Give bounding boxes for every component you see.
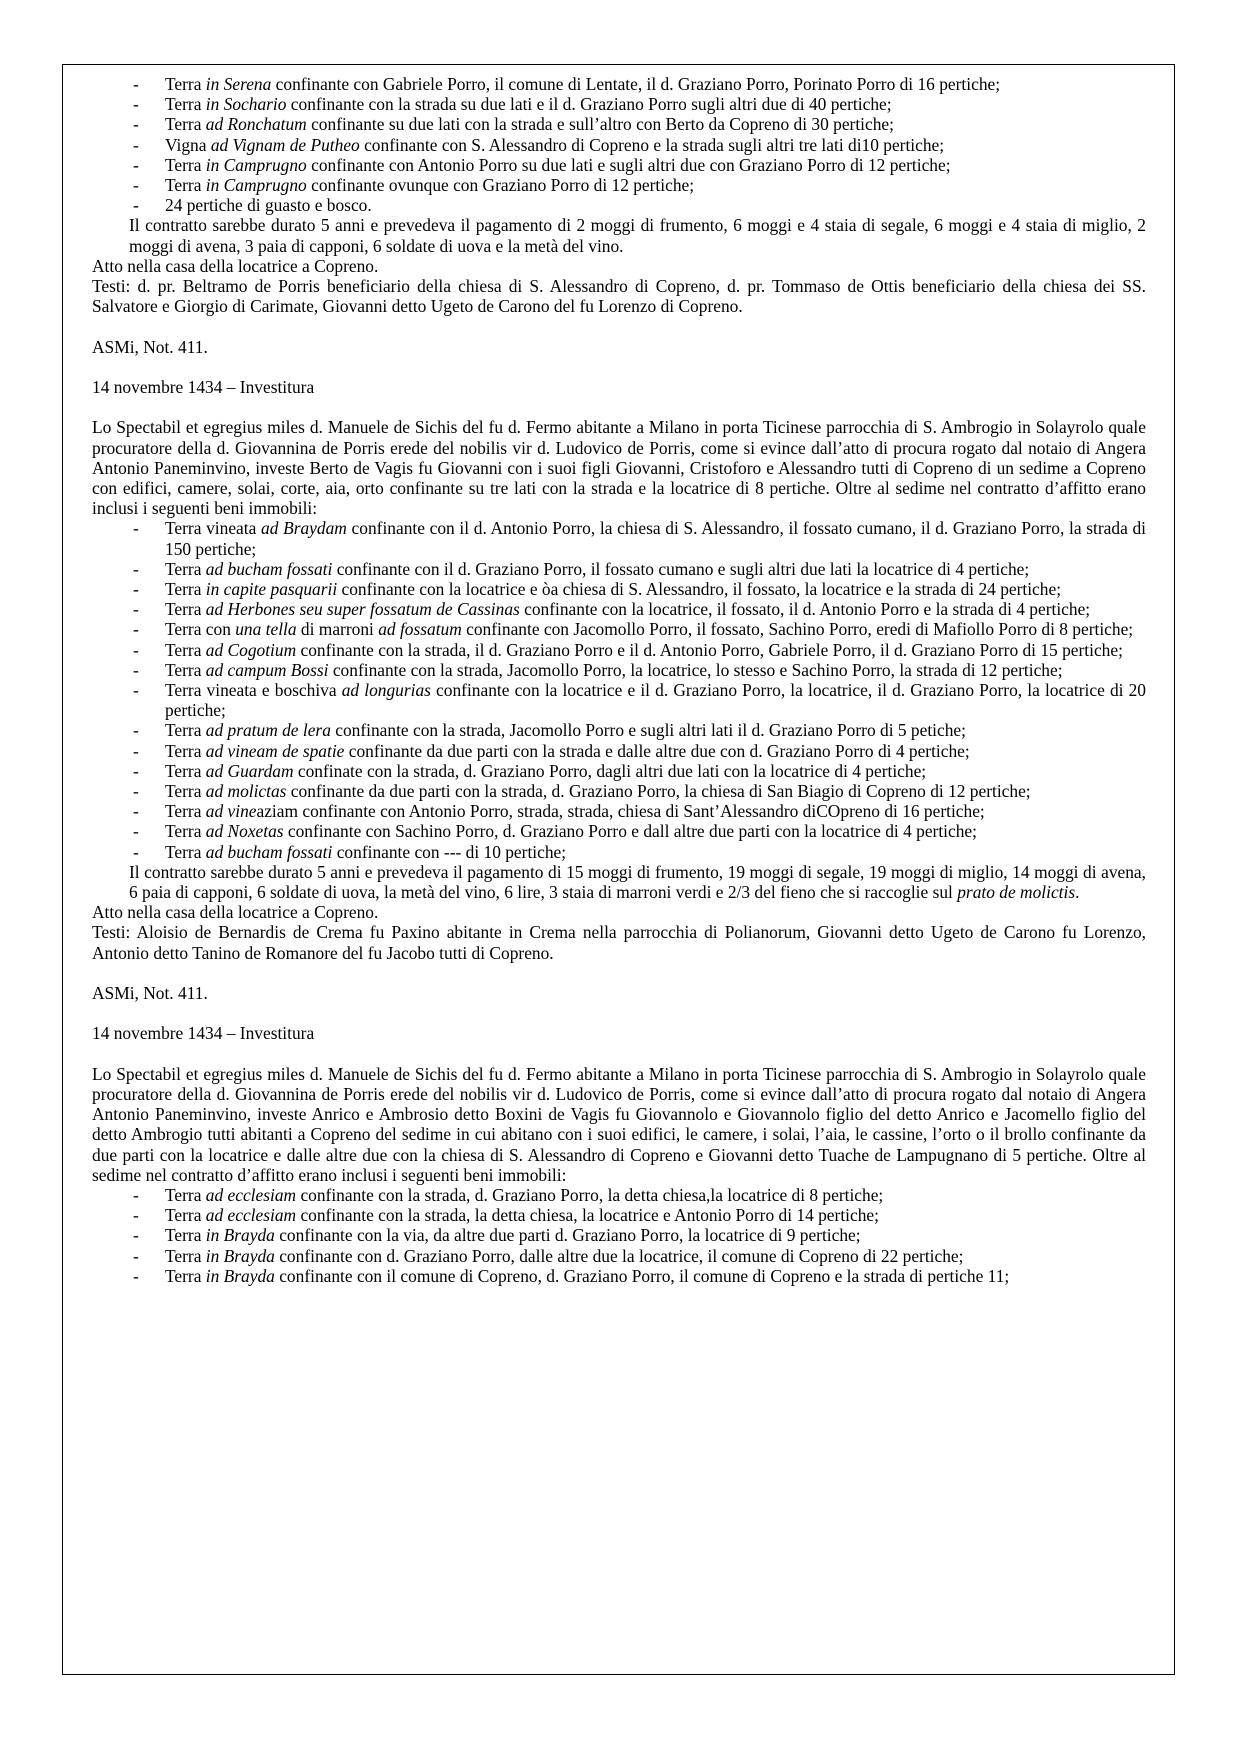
list-item — [92, 619, 1146, 639]
text-run: Terra — [165, 1185, 206, 1206]
list-item-text — [165, 195, 372, 215]
text-run: Atto nella casa della locatrice a Copreno. — [92, 902, 379, 923]
italic-term: ad Herbones seu super fossatum de Cassinas — [205, 599, 520, 620]
text-run: Testi: Aloisio de Bernardis de Crema fu Paxino abitante in Crema nella parrocchia di Polianorum, Giovanni detto Ugeto de Carono fu Lorenzo, Antonio detto Tanino de Romanore del fu Jacobo tutti di Copreno. — [92, 922, 1146, 963]
bullet-dash: - — [133, 94, 139, 115]
text-run: Terra vineata — [165, 518, 262, 539]
italic-term: in Brayda — [205, 1265, 275, 1286]
list-item — [92, 801, 1146, 821]
list-item — [92, 781, 1146, 801]
paragraph — [92, 256, 1146, 276]
italic-term: una tella — [235, 619, 297, 640]
text-run: Terra — [165, 1205, 206, 1226]
bullet-dash: - — [133, 639, 139, 660]
text-run: ASMi, Not. 411. — [92, 336, 208, 357]
text-run: Terra — [165, 74, 206, 94]
text-run: confinante con la strada, il d. Graziano Porro e il d. Antonio Porro, Gabriele Porro, il d. Graziano Porro di 15 pertiche; — [296, 639, 1123, 660]
bullet-dash: - — [133, 154, 139, 175]
text-run: Lo Spectabil et egregius miles d. Manuele de Sichis del fu d. Fermo abitante a Milano in porta Ticinese parrocchia di S. Ambrogio in Solayrolo quale procuratore della d. Giovannina de Porris erede del nobilis vir d. Ludovico de Porris, come si evince dall’atto di procura rogato dal notaio di Angera Antonio Paneminvino, investe Anrico e Ambrosio detto Boxini de Vagis fu Giovannolo e Giovannolo figlio del detto Anrico e Jacomello figlio del detto Ambrogio tutti abitanti a Copreno del sedime in cui abitano con i suoi edifici, le camere, i solai, l’aia, le cassine, l’orto o il brollo confinante da due parti con la locatrice e dalle altre due con la chiesa di S. Alessandro di Copreno e Giovanni detto Tuache de Lampugnano di 5 pertiche. Oltre al sedime nel contratto d’affitto erano inclusi i seguenti beni immobili: — [92, 1063, 1146, 1185]
paragraph — [92, 337, 1146, 357]
text-run: confinante con Gabriele Porro, il comune di Lentate, il d. Graziano Porro, Porinato Porro di 16 pertiche; — [271, 74, 1001, 94]
text-run: confinate con la strada, d. Graziano Porro, dagli altri due lati con la locatrice di 4 pertiche; — [293, 760, 927, 781]
text-run: Terra — [165, 821, 206, 842]
list-item-text — [165, 741, 970, 761]
blank-line — [92, 357, 1146, 377]
text-run: Terra — [165, 639, 206, 660]
text-run: Terra — [165, 781, 206, 802]
text-run: confinante con la locatrice e il d. Graziano Porro, la locatrice, il d. Graziano Porro, la locatrice di 20 pertiche; — [165, 680, 1146, 721]
list-item-text — [165, 135, 944, 155]
text-run: Terra — [165, 801, 206, 822]
italic-term: ad longurias — [341, 680, 431, 701]
bullet-dash: - — [133, 1245, 139, 1266]
list-item-text — [165, 619, 1133, 639]
text-run: Terra — [165, 1225, 206, 1246]
paragraph — [92, 377, 1146, 397]
text-run: confinante con Sachino Porro, d. Graziano Porro e dall altre due parti con la locatrice di 4 pertiche; — [283, 821, 977, 842]
list-item-text — [165, 1246, 963, 1266]
text-run: Terra — [165, 175, 206, 196]
bullet-dash: - — [133, 114, 139, 135]
text-run: confinante con --- di 10 pertiche; — [332, 841, 567, 862]
list-item — [92, 1246, 1146, 1266]
text-run: confinante con la locatrice, il fossato, il d. Antonio Porro e la strada di 4 pertiche; — [519, 599, 1091, 620]
list-item-text — [165, 842, 566, 862]
list-item-text — [165, 640, 1123, 660]
text-run: Lo Spectabil et egregius miles d. Manuele de Sichis del fu d. Fermo abitante a Milano in porta Ticinese parrocchia di S. Ambrogio in Solayrolo quale procuratore della d. Giovannina de Porris erede del nobilis vir d. Ludovico de Porris, come si evince dall’atto di procura rogato dal notaio di Angera Antonio Paneminvino, investe Berto de Vagis fu Giovanni con i suoi figli Giovanni, Cristoforo e Alessandro tutti di Copreno di un sedime a Copreno con edifici, camere, solai, corte, aia, orto confinante su tre lati con la strada e la locatrice di 8 pertiche. Oltre al sedime nel contratto d’affitto erano inclusi i seguenti beni immobili: — [92, 417, 1146, 519]
bullet-dash: - — [133, 518, 139, 539]
bullet-dash: - — [133, 801, 139, 822]
text-run: Terra — [165, 740, 206, 761]
text-run: Il contratto sarebbe durato 5 anni e prevedeva il pagamento di 15 moggi di frumento, 19 moggi di segale, 19 moggi di miglio, 14 moggi di avena, 6 paia di capponi, 6 soldate di uova, la metà del vino, 6 lire, 3 staia di marroni verdi e 2/3 del fieno che si raccoglie sul — [129, 861, 1146, 903]
text-run: Atto nella casa della locatrice a Copreno. — [92, 255, 379, 276]
text-run: confinante con la locatrice e òa chiesa di S. Alessandro, il fossato, la locatrice e la strada di 24 pertiche; — [337, 579, 1062, 600]
italic-term: ad Guardam — [205, 760, 294, 781]
italic-term: ad Noxetas — [205, 821, 284, 842]
italic-term: ad pratum de lera — [205, 720, 331, 741]
list-item-text — [165, 94, 892, 114]
list-item-text — [165, 1205, 879, 1225]
text-run: Terra — [165, 154, 206, 175]
list-item-text — [165, 518, 1146, 558]
bullet-dash: - — [133, 680, 139, 701]
list-item — [92, 114, 1146, 134]
bullet-dash: - — [133, 740, 139, 761]
list-item — [92, 74, 1146, 94]
italic-term: in capite pasquarii — [205, 579, 338, 600]
text-run: Terra — [165, 1265, 206, 1286]
bullet-dash: - — [133, 1225, 139, 1246]
italic-term: ad ecclesiam — [205, 1185, 297, 1206]
list-item-text — [165, 781, 1031, 801]
list-item-text — [165, 74, 1000, 94]
list-item-text — [165, 599, 1090, 619]
text-run: Terra — [165, 114, 206, 135]
italic-term: ad molictas — [205, 781, 287, 802]
paragraph — [92, 1064, 1146, 1185]
blank-line — [92, 1003, 1146, 1023]
bullet-dash: - — [133, 781, 139, 802]
list-item — [92, 559, 1146, 579]
text-run: confinante con il d. Graziano Porro, il fossato cumano e sugli altri due lati la locatrice di 4 pertiche; — [332, 558, 1030, 579]
list-item-text — [165, 660, 1063, 680]
paragraph — [92, 922, 1146, 962]
list-item — [92, 599, 1146, 619]
text-run: 24 pertiche di guasto e bosco. — [165, 195, 372, 216]
list-item — [92, 579, 1146, 599]
text-run: Terra — [165, 760, 206, 781]
blank-line — [92, 316, 1146, 336]
text-run: confinante su due lati con la strada e sull’altro con Berto da Copreno di 30 pertiche; — [306, 114, 894, 135]
italic-term: ad Braydam — [261, 518, 347, 539]
list-item — [92, 741, 1146, 761]
text-run: confinante con la strada, d. Graziano Porro, la detta chiesa,la locatrice di 8 pertiche; — [296, 1185, 884, 1206]
blank-line — [92, 963, 1146, 983]
list-item-text — [165, 579, 1061, 599]
text-run: confinante con la strada, la detta chiesa, la locatrice e Antonio Porro di 14 pertiche; — [296, 1205, 879, 1226]
text-run: Terra — [165, 599, 206, 620]
blank-line — [92, 1044, 1146, 1064]
italic-term: in Brayda — [205, 1225, 275, 1246]
paragraph — [92, 276, 1146, 316]
list-item — [92, 640, 1146, 660]
text-run: confinante con la strada, Jacomollo Porro e sugli altri lati il d. Graziano Porro di 5 petiche; — [330, 720, 966, 741]
text-run: Terra — [165, 841, 206, 862]
paragraph — [92, 1023, 1146, 1043]
text-run: confinante con Jacomollo Porro, il fossato, Sachino Porro, eredi di Mafiollo Porro di 8 pertiche; — [461, 619, 1134, 640]
bullet-dash: - — [133, 659, 139, 680]
italic-term: ad vine — [205, 801, 257, 822]
indented-paragraph — [92, 862, 1146, 902]
blank-line — [92, 397, 1146, 417]
list-item-text — [165, 1225, 861, 1245]
text-run: di marroni — [296, 619, 379, 640]
list-item — [92, 155, 1146, 175]
text-run: confinante ovunque con Graziano Porro di 12 pertiche; — [306, 175, 695, 196]
text-run: ASMi, Not. 411. — [92, 983, 208, 1004]
italic-term: ad bucham fossati — [205, 558, 333, 579]
list-item-text — [165, 559, 1029, 579]
list-item — [92, 821, 1146, 841]
text-run: Terra — [165, 720, 206, 741]
italic-term: ad Cogotium — [205, 639, 297, 660]
bullet-dash: - — [133, 599, 139, 620]
list-item — [92, 175, 1146, 195]
text-run: . — [1075, 882, 1080, 903]
list-item — [92, 1185, 1146, 1205]
list-item-text — [165, 114, 894, 134]
text-run: Terra con — [165, 619, 236, 640]
bullet-dash: - — [133, 760, 139, 781]
list-item-text — [165, 155, 951, 175]
list-item — [92, 135, 1146, 155]
bullet-dash: - — [133, 558, 139, 579]
bullet-dash: - — [133, 1185, 139, 1206]
text-run: confinante con il d. Antonio Porro, la chiesa di S. Alessandro, il fossato cumano, il d. Graziano Porro, la strada di 150 pertiche; — [165, 518, 1146, 559]
text-run: confinante con S. Alessandro di Copreno e la strada sugli altri tre lati di10 pertiche; — [359, 134, 945, 155]
paragraph — [92, 983, 1146, 1003]
italic-term: ad Ronchatum — [205, 114, 307, 135]
text-run: confinante con Antonio Porro su due lati e sugli altri due con Graziano Porro di 12 pertiche; — [306, 154, 951, 175]
list-item — [92, 660, 1146, 680]
bullet-dash: - — [133, 175, 139, 196]
bullet-dash: - — [133, 619, 139, 640]
text-run: confinante con la strada su due lati e il d. Graziano Porro sugli altri due di 40 pertiche; — [286, 94, 892, 115]
list-item — [92, 195, 1146, 215]
list-item — [92, 1205, 1146, 1225]
list-item-text — [165, 720, 966, 740]
italic-term: in Camprugno — [205, 154, 307, 175]
text-run: confinante con il comune di Copreno, d. Graziano Porro, il comune di Copreno e la strada di pertiche 11; — [274, 1265, 1010, 1286]
list-item-text — [165, 801, 985, 821]
bullet-dash: - — [133, 821, 139, 842]
text-run: Il contratto sarebbe durato 5 anni e prevedeva il pagamento di 2 moggi di frumento, 6 moggi e 4 staia di segale, 6 moggi e 4 staia di miglio, 2 moggi di avena, 3 paia di capponi, 6 soldate di uova e la metà del vino. — [129, 215, 1146, 256]
text-run: confinante da due parti con la strada, d. Graziano Porro, la chiesa di San Biagio di Copreno di 12 pertiche; — [286, 781, 1031, 802]
italic-term: ad fossatum — [378, 619, 462, 640]
text-run: Terra — [165, 659, 206, 680]
list-item — [92, 518, 1146, 558]
text-run: Terra — [165, 1245, 206, 1266]
text-run: 14 novembre 1434 – Investitura — [92, 377, 315, 398]
list-item — [92, 761, 1146, 781]
list-item — [92, 720, 1146, 740]
italic-term: ad bucham fossati — [205, 841, 333, 862]
text-run: confinante con d. Graziano Porro, dalle altre due la locatrice, il comune di Copreno di 22 pertiche; — [274, 1245, 964, 1266]
list-item-text — [165, 1185, 883, 1205]
list-item — [92, 1225, 1146, 1245]
indented-paragraph — [92, 215, 1146, 255]
text-run: aziam confinante con Antonio Porro, strada, strada, chiesa di Sant’Alessandro diCOpreno di 16 pertiche; — [256, 801, 985, 822]
italic-term: ad vineam de spatie — [205, 740, 345, 761]
italic-term: in Sochario — [205, 94, 287, 115]
text-run: Terra — [165, 558, 206, 579]
text-run: Terra — [165, 94, 206, 115]
bullet-dash: - — [133, 74, 139, 94]
bullet-dash: - — [133, 195, 139, 216]
text-run: Terra — [165, 579, 206, 600]
text-run: confinante con la strada, Jacomollo Porro, la locatrice, lo stesso e Sachino Porro, la strada di 12 pertiche; — [328, 659, 1063, 680]
list-item-text — [165, 175, 694, 195]
text-run: Terra vineata e boschiva — [165, 680, 342, 701]
bullet-dash: - — [133, 1265, 139, 1286]
list-item-text — [165, 821, 977, 841]
italic-term: ad ecclesiam — [205, 1205, 297, 1226]
italic-term: ad campum Bossi — [205, 659, 329, 680]
italic-term: ad Vignam de Putheo — [210, 134, 360, 155]
paragraph — [92, 902, 1146, 922]
italic-term: in Serena — [205, 74, 272, 94]
bullet-dash: - — [133, 720, 139, 741]
text-run: Testi: d. pr. Beltramo de Porris beneficiario della chiesa di S. Alessandro di Copreno, d. pr. Tommaso de Ottis beneficiario della chiesa dei SS. Salvatore e Giorgio di Carimate, Giovanni detto Ugeto de Carono del fu Lorenzo di Copreno. — [92, 276, 1146, 317]
list-item-text — [165, 680, 1146, 720]
list-item-text — [165, 761, 926, 781]
bullet-dash: - — [133, 134, 139, 155]
italic-term: in Camprugno — [205, 175, 307, 196]
bullet-dash: - — [133, 1205, 139, 1226]
list-item — [92, 94, 1146, 114]
bullet-dash: - — [133, 579, 139, 600]
document-body — [92, 74, 1146, 1286]
text-run: confinante con la via, da altre due parti d. Graziano Porro, la locatrice di 9 pertiche; — [274, 1225, 861, 1246]
bullet-dash: - — [133, 841, 139, 862]
text-run: confinante da due parti con la strada e dalle altre due con d. Graziano Porro di 4 pertiche; — [344, 740, 970, 761]
paragraph — [92, 417, 1146, 518]
list-item — [92, 842, 1146, 862]
italic-term: in Brayda — [205, 1245, 275, 1266]
list-item — [92, 680, 1146, 720]
text-run: Vigna — [165, 134, 211, 155]
list-item — [92, 1266, 1146, 1286]
italic-term: prato de molictis — [957, 882, 1076, 903]
list-item-text — [165, 1266, 1009, 1286]
text-run: 14 novembre 1434 – Investitura — [92, 1023, 315, 1044]
